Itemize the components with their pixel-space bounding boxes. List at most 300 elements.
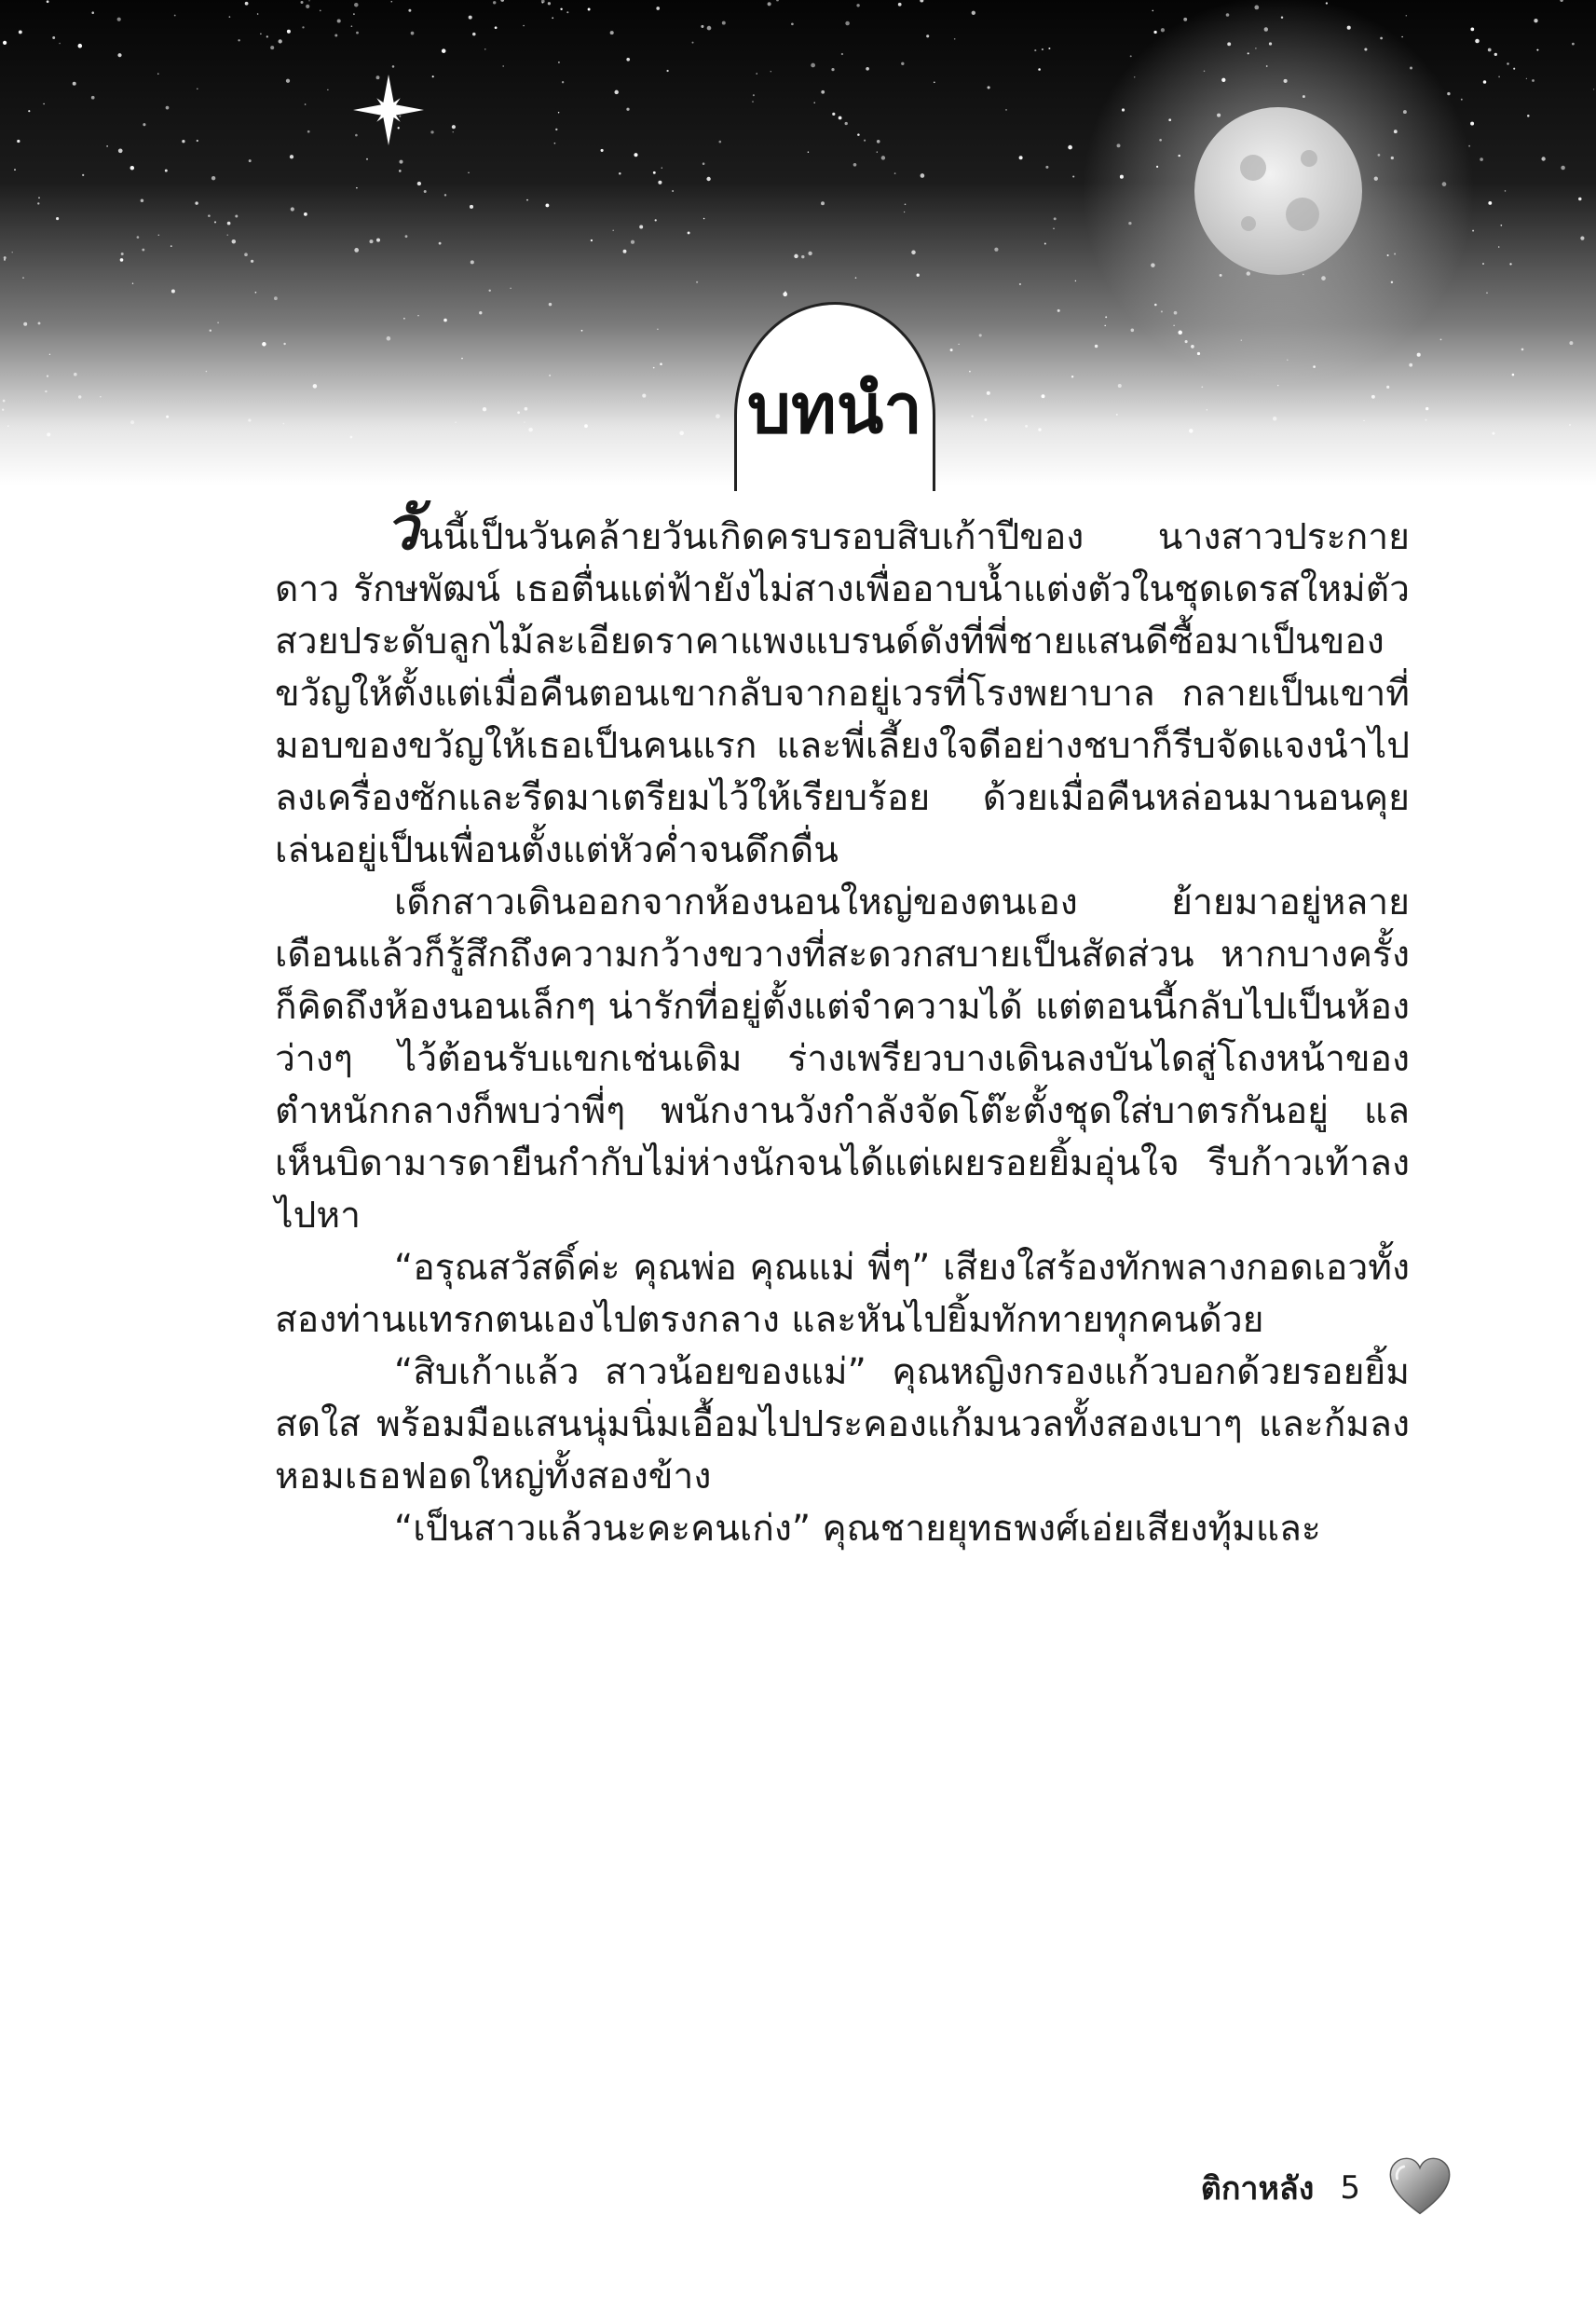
star	[1401, 36, 1403, 38]
star	[881, 156, 885, 159]
star	[1505, 190, 1507, 192]
star	[286, 79, 290, 83]
star	[1386, 386, 1389, 389]
star	[1104, 325, 1106, 327]
star	[274, 296, 278, 300]
star	[337, 19, 341, 22]
star	[214, 221, 216, 223]
star	[479, 311, 482, 314]
star	[584, 424, 588, 428]
star	[688, 231, 690, 234]
star	[1019, 156, 1023, 159]
star	[350, 436, 353, 439]
star	[502, 65, 504, 67]
star	[631, 240, 634, 244]
star	[12, 252, 13, 253]
star	[235, 215, 238, 218]
star	[1509, 263, 1511, 265]
star	[376, 239, 380, 242]
star	[4, 256, 7, 259]
star	[716, 414, 720, 418]
heart-icon	[1386, 2154, 1453, 2222]
star	[783, 292, 787, 296]
star	[1470, 122, 1474, 126]
star	[634, 153, 637, 157]
star	[1054, 217, 1057, 220]
star	[588, 8, 591, 11]
star	[121, 253, 124, 255]
star	[439, 242, 442, 245]
star	[174, 15, 176, 17]
star	[1507, 62, 1508, 64]
star	[1498, 76, 1500, 78]
star	[1409, 363, 1412, 367]
star	[157, 74, 158, 75]
star	[227, 235, 228, 236]
star	[905, 203, 907, 205]
star	[245, 2, 249, 6]
paragraph: “สิบเก้าแล้ว สาวน้อยของแม่” คุณหญิงกรองแก้วบอกด้วยรอยยิ้มสดใส พร้อมมือแสนนุ่มนิ่มเอื้อมไปประคองแก้มนวลทั้งสองเบาๆ และก้มลงหอมเธอฟอดใหญ่ทั้งสองข้าง	[275, 1351, 1410, 1497]
star	[249, 159, 252, 162]
star	[143, 123, 145, 126]
star	[452, 125, 456, 129]
star	[38, 321, 41, 324]
star	[171, 290, 175, 294]
star	[472, 33, 476, 36]
star	[117, 18, 121, 21]
star	[987, 391, 990, 395]
star	[390, 1, 392, 3]
star	[47, 376, 48, 377]
star	[1068, 145, 1072, 150]
star	[1201, 386, 1203, 388]
star	[208, 214, 211, 217]
star	[1580, 237, 1584, 240]
star	[653, 171, 656, 174]
star	[1045, 166, 1048, 169]
star	[82, 174, 84, 176]
star	[229, 16, 231, 18]
star	[355, 134, 358, 137]
chapter-title: บทนำ	[747, 369, 922, 449]
star	[791, 22, 794, 25]
star	[877, 140, 880, 144]
star	[707, 26, 712, 31]
star	[626, 108, 629, 111]
star	[1075, 280, 1076, 281]
star	[752, 101, 754, 103]
star	[37, 202, 39, 204]
star	[1569, 424, 1571, 426]
star	[28, 110, 30, 112]
star	[308, 0, 309, 1]
star	[484, 48, 485, 49]
star	[526, 199, 528, 201]
star	[1470, 28, 1474, 32]
star	[821, 201, 825, 205]
footer-book-title: ติกาหลัง	[1200, 2170, 1315, 2208]
page-number: 5	[1340, 2169, 1360, 2207]
star	[555, 129, 557, 130]
star	[1482, 263, 1484, 265]
star	[4, 259, 6, 261]
star	[719, 141, 722, 144]
star	[130, 166, 134, 170]
star	[141, 199, 144, 203]
star	[794, 254, 798, 258]
star	[1105, 316, 1107, 318]
star	[934, 81, 935, 83]
star	[548, 2, 551, 5]
star	[877, 151, 878, 152]
star	[1207, 409, 1208, 411]
star	[558, 62, 560, 63]
star	[1363, 420, 1364, 421]
star	[524, 421, 525, 422]
star	[442, 48, 446, 53]
star	[290, 155, 293, 158]
star	[528, 428, 533, 432]
star	[411, 32, 415, 35]
star	[525, 407, 528, 411]
star	[753, 94, 755, 96]
star	[696, 281, 698, 283]
star	[1025, 425, 1028, 428]
star	[376, 75, 380, 79]
star	[679, 431, 684, 435]
star	[1048, 48, 1050, 49]
star	[1513, 68, 1515, 70]
star	[47, 432, 50, 436]
star	[56, 217, 59, 220]
star	[52, 36, 55, 39]
star	[666, 70, 668, 72]
star	[251, 260, 253, 263]
star	[91, 11, 94, 14]
star	[488, 290, 490, 292]
star	[660, 362, 662, 365]
star	[262, 342, 266, 347]
star	[430, 130, 433, 133]
star	[523, 25, 525, 27]
star	[354, 3, 358, 7]
star	[994, 248, 998, 252]
star	[1492, 432, 1494, 435]
star	[130, 420, 134, 424]
star	[142, 249, 144, 252]
star	[399, 170, 402, 172]
star	[1569, 341, 1573, 345]
moon-icon	[1194, 107, 1362, 275]
star	[1500, 225, 1502, 226]
star	[120, 258, 124, 262]
star	[305, 103, 307, 105]
star	[657, 328, 659, 330]
star	[1488, 201, 1492, 205]
star	[1057, 309, 1060, 312]
star	[266, 35, 268, 37]
star	[327, 89, 328, 90]
star	[1152, 10, 1153, 12]
star	[387, 336, 391, 341]
star	[1536, 49, 1538, 51]
star	[283, 423, 285, 425]
star	[549, 303, 552, 307]
star	[17, 140, 20, 143]
star	[857, 133, 860, 136]
star	[182, 140, 184, 143]
star	[653, 367, 655, 369]
star	[692, 42, 694, 44]
star	[248, 418, 251, 421]
star	[1153, 31, 1156, 34]
star	[1131, 329, 1135, 333]
star	[1116, 414, 1118, 416]
star	[864, 140, 866, 142]
star	[106, 145, 108, 147]
star	[14, 169, 16, 171]
star	[901, 62, 904, 65]
star	[958, 344, 959, 345]
star	[399, 160, 402, 164]
star	[1534, 19, 1537, 22]
star	[495, 26, 498, 29]
star	[302, 26, 304, 28]
star	[972, 11, 975, 15]
star	[1512, 374, 1515, 376]
star	[855, 277, 857, 279]
star	[301, 1, 304, 4]
star	[306, 5, 309, 8]
star	[405, 235, 408, 238]
star	[43, 103, 44, 104]
star	[471, 260, 474, 264]
star	[470, 205, 473, 209]
star	[432, 75, 434, 77]
star	[1038, 428, 1041, 431]
star	[545, 203, 549, 207]
star	[257, 13, 259, 15]
star	[493, 1, 496, 4]
star	[768, 2, 771, 6]
star	[894, 172, 896, 174]
star	[453, 131, 454, 132]
star	[845, 122, 848, 125]
star	[1475, 39, 1480, 44]
star	[1498, 246, 1500, 248]
star	[356, 32, 359, 34]
star	[510, 288, 511, 289]
star	[701, 25, 703, 28]
star	[756, 73, 757, 75]
star	[722, 21, 726, 25]
star	[841, 53, 843, 55]
star	[287, 30, 291, 34]
star	[211, 176, 215, 180]
star	[1042, 394, 1045, 398]
star	[1527, 115, 1530, 117]
star	[562, 81, 564, 83]
star	[921, 173, 925, 178]
star	[1072, 175, 1074, 177]
star	[166, 416, 169, 418]
star	[468, 172, 469, 173]
star	[1095, 345, 1098, 348]
star	[1472, 230, 1474, 232]
star	[1042, 48, 1044, 50]
star	[270, 46, 274, 49]
star	[313, 384, 318, 389]
star	[626, 58, 630, 62]
star	[619, 172, 621, 175]
star	[801, 255, 804, 258]
body-text	[275, 495, 1410, 1555]
star	[244, 253, 248, 256]
star	[334, 34, 337, 37]
star	[1561, 166, 1565, 171]
star	[1521, 349, 1524, 351]
star	[210, 329, 211, 331]
star	[165, 170, 168, 172]
star	[706, 177, 710, 181]
star	[1486, 293, 1487, 294]
star	[3, 400, 6, 403]
star	[808, 151, 809, 152]
star	[541, 2, 543, 4]
star	[260, 33, 262, 34]
star	[2, 409, 4, 411]
star	[656, 7, 660, 10]
star	[703, 218, 705, 220]
star	[866, 67, 869, 71]
star	[1425, 407, 1428, 410]
star	[22, 277, 24, 279]
star	[238, 39, 239, 41]
star	[554, 143, 556, 144]
star	[137, 236, 140, 239]
star	[811, 63, 815, 68]
star	[307, 130, 310, 133]
star	[354, 248, 359, 253]
star	[1161, 28, 1165, 32]
star	[283, 343, 285, 345]
star	[38, 197, 40, 198]
star	[59, 43, 61, 45]
star	[398, 127, 400, 129]
star	[655, 219, 657, 221]
star	[1494, 53, 1497, 56]
star	[832, 113, 835, 116]
star	[353, 13, 355, 15]
star	[399, 116, 401, 117]
star	[1189, 429, 1194, 433]
star	[839, 116, 842, 120]
star	[1053, 228, 1055, 230]
star	[158, 235, 160, 237]
star	[171, 245, 172, 247]
star	[417, 315, 419, 317]
star	[291, 207, 294, 211]
star	[954, 38, 956, 40]
star	[642, 394, 646, 398]
star	[1488, 48, 1492, 52]
paragraph: “เป็นสาวแล้วนะคะคนเก่ง” คุณชายยุทธพงศ์เอ่ยเสียงทุ้มและ	[394, 1508, 1321, 1550]
star	[517, 411, 520, 414]
star	[45, 390, 47, 392]
star	[552, 17, 553, 19]
star	[1541, 157, 1545, 160]
star	[461, 358, 463, 360]
star	[591, 239, 593, 241]
star	[558, 112, 559, 113]
star	[403, 318, 405, 320]
star	[1480, 157, 1483, 161]
star	[424, 190, 427, 193]
star	[1005, 109, 1007, 111]
star	[100, 396, 101, 397]
star	[614, 90, 618, 94]
star	[78, 44, 83, 48]
star	[47, 0, 49, 3]
star	[166, 106, 170, 110]
star	[392, 65, 395, 68]
star	[356, 187, 358, 189]
star	[3, 41, 7, 45]
star	[417, 182, 421, 185]
star	[979, 334, 982, 336]
star	[1440, 339, 1442, 341]
star	[206, 371, 208, 373]
star	[1071, 376, 1073, 377]
star	[601, 149, 604, 152]
star	[320, 10, 321, 12]
star	[19, 30, 22, 34]
star	[117, 53, 121, 57]
star	[581, 330, 583, 332]
drop-cap: วั	[385, 495, 418, 564]
star	[1417, 353, 1421, 357]
star	[1038, 68, 1041, 71]
star	[255, 292, 257, 294]
star	[1526, 78, 1527, 79]
star	[1371, 395, 1375, 399]
star	[549, 375, 551, 376]
star	[408, 9, 411, 12]
page-footer	[1099, 2151, 1453, 2225]
star	[610, 31, 614, 34]
star	[197, 140, 198, 142]
star	[7, 425, 9, 427]
star	[898, 3, 902, 7]
star	[73, 82, 76, 86]
star	[91, 96, 95, 100]
star	[304, 212, 307, 216]
star	[483, 407, 486, 411]
star	[74, 373, 77, 376]
star	[845, 21, 850, 26]
star	[988, 86, 990, 89]
star	[612, 230, 614, 232]
star	[1461, 99, 1463, 101]
star	[217, 321, 219, 323]
star	[703, 162, 705, 165]
star	[917, 274, 920, 277]
star	[1044, 243, 1046, 245]
star	[821, 90, 825, 94]
star	[623, 250, 627, 253]
star	[984, 418, 987, 421]
star	[279, 39, 282, 43]
